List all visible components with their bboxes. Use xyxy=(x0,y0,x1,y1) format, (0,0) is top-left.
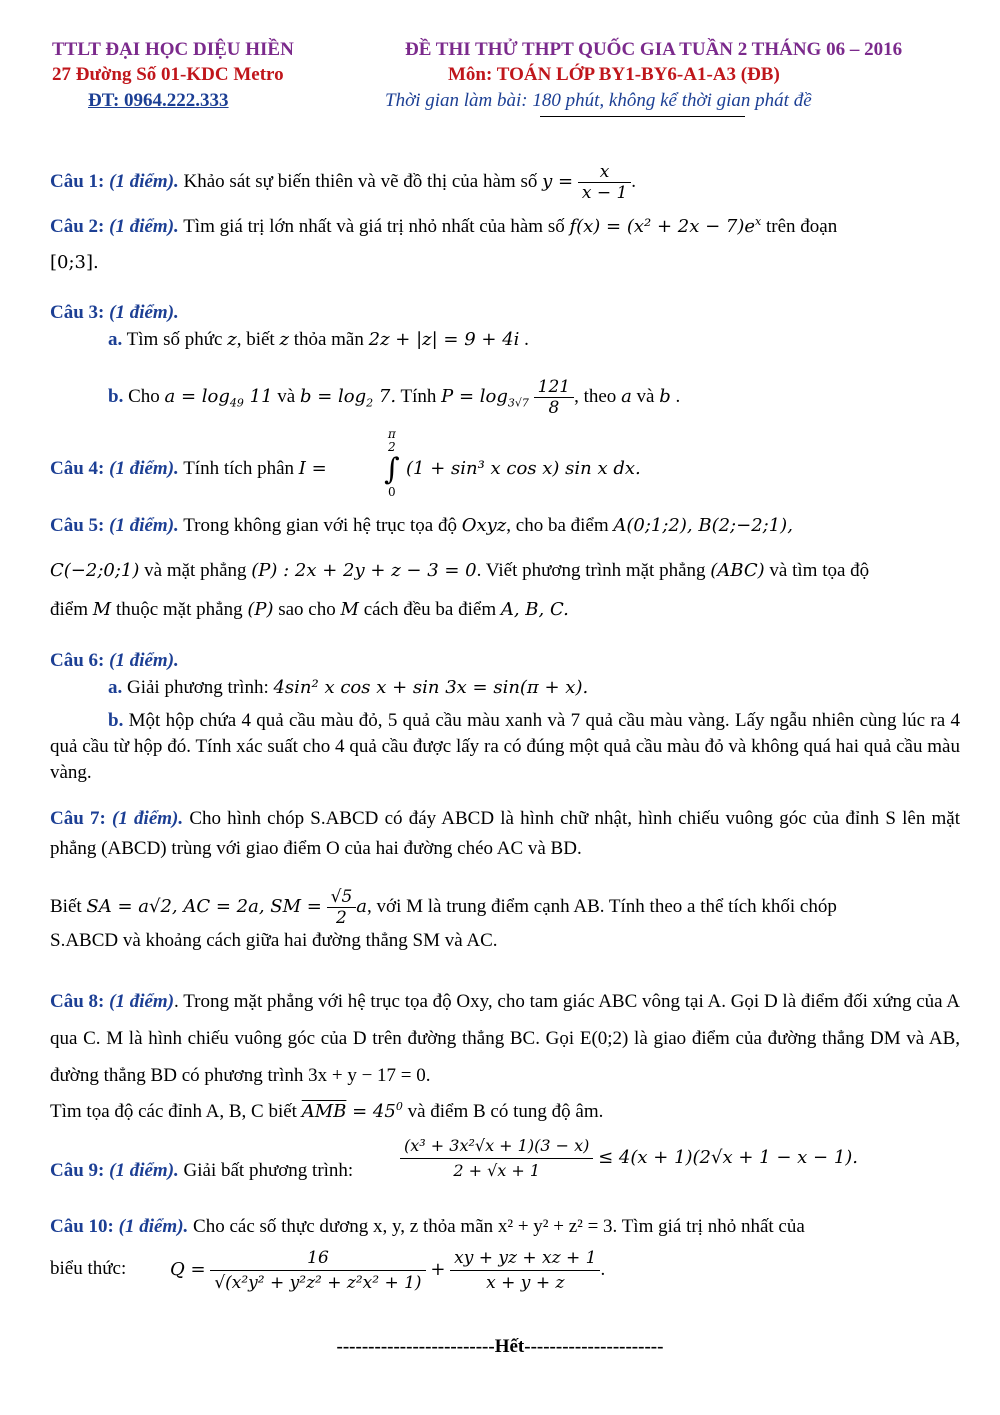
q2-label: Câu 2: xyxy=(50,216,105,237)
q8-text2: Tìm tọa độ các đỉnh A, B, C biết xyxy=(50,1101,297,1122)
q7-text3: , với M là trung điểm cạnh AB. Tính theo a thể tích khối chóp xyxy=(367,895,837,917)
q6b-text: Một hộp chứa 4 quả cầu màu đỏ, 5 quả cầu màu xanh và 7 quả cầu màu vàng. Lấy ngẫu nhiên cùng lúc ra 4 quả cầu từ hộp đó. Tính xác suất cho 4 quả cầu được lấy ra có đúng một quả cầu màu đỏ và không quá hai quả cầu màu vàng. xyxy=(50,710,960,783)
q10-expression: Q = $\frac{16}{\text{√(x²y² + y²z² + z²x² + 1)}}$ + $\frac{xy + yz + xz + 1}{x + y + z}$ . xyxy=(170,1248,606,1293)
q7-text2: Biết xyxy=(50,895,82,917)
q5-text2: , cho ba điểm xyxy=(506,515,609,536)
q5-text1: Trong không gian với hệ trục tọa độ xyxy=(183,515,457,536)
q8-text3: và điểm B có tung độ âm. xyxy=(407,1101,604,1122)
q10-points: (1 điểm). xyxy=(118,1216,189,1237)
q2-interval: [0;3]. xyxy=(50,252,99,273)
school-name: TTLT ĐẠI HỌC DIỆU HIỀN xyxy=(52,39,294,60)
q5-label: Câu 5: xyxy=(50,515,105,536)
q6b-label: b. xyxy=(108,710,124,731)
question-9 xyxy=(50,1132,960,1202)
q8-text: Trong mặt phẳng với hệ trục tọa độ Oxy, cho tam giác ABC vông tại A. Gọi D là điểm đối xứng của A qua C. M là hình chiếu vuông góc của D trên đường thẳng BC. Gọi E(0;2) là giao điểm của đường thẳng DM và AB, đường thẳng BD có phương trình 3x + y − 17 = 0. xyxy=(50,991,960,1086)
q5-text6: điểm xyxy=(50,599,88,620)
q6-label: Câu 6: xyxy=(50,650,105,671)
q3-part-a: a. Tìm số phức z, biết z thỏa mãn 2z + |z| = 9 + 4i . xyxy=(108,329,529,350)
q5-text5: và tìm tọa độ xyxy=(769,560,870,581)
q3-part-b: b. Cho $a = \log_{49} 11$ và $b = \log_2 7$. Tính $P = \log_{3√7}$ $\frac{121}{8}$ , theo a và b . xyxy=(108,377,681,418)
q1-text: Khảo sát sự biến thiên và vẽ đồ thị của hàm số xyxy=(183,170,538,192)
q3b-and2: và xyxy=(636,385,655,407)
q8-label: Câu 8: xyxy=(50,991,105,1012)
q6a-label: a. xyxy=(108,677,123,698)
q3a-mid: , biết xyxy=(236,329,275,350)
q6-points: (1 điểm). xyxy=(109,650,179,671)
exam-subject: Môn: TOÁN LỚP BY1-BY6-A1-A3 (ĐB) xyxy=(448,64,780,85)
q7-text4: S.ABCD và khoảng cách giữa hai đường thẳng SM và AC. xyxy=(50,930,498,951)
q9-inequality: $\frac{\text{(x³ + 3x²√x + 1)(3 − x)}}{2 + √x + 1}$ ≤ 4(x + 1)(2√x + 1 − x − 1). xyxy=(400,1134,858,1183)
q5-text4: . Viết phương trình mặt phẳng xyxy=(476,560,706,581)
question-8-line4: Tìm tọa độ các đỉnh A, B, C biết $\overline{AMB} = 45^0$ và điểm B có tung độ âm. xyxy=(50,1100,604,1122)
q3-label: Câu 3: xyxy=(50,302,105,323)
q3a-mid2: thỏa mãn xyxy=(293,329,364,350)
question-7 xyxy=(50,804,960,864)
question-1: Câu 1: (1 điểm). Khảo sát sự biến thiên và vẽ đồ thị của hàm số y = $\frac{x}{x - 1}$ . xyxy=(50,162,637,203)
q7-points: (1 điểm). xyxy=(112,808,184,829)
q5-text9: cách đều ba điểm xyxy=(363,599,497,620)
q9-text: Giải bất phương trình: xyxy=(183,1160,354,1181)
q8-points: (1 điểm) xyxy=(109,991,175,1012)
integral-sign: π 2 ∫ 0 xyxy=(384,427,400,499)
q3a-text: Tìm số phức xyxy=(126,329,223,350)
q6a-text: Giải phương trình: xyxy=(127,677,269,698)
question-8: Câu 8: (1 điểm). Trong mặt phẳng với hệ trục tọa độ Oxy, cho tam giác ABC vông tại A. Gọi D là điểm đối xứng của A qua C. M là hình chiếu vuông góc của D trên đường thẳng BC. Gọi E(0;2) là giao điểm của đường thẳng DM và AB, đường thẳng BD có phương trình 3x + y − 17 = 0. xyxy=(50,991,960,1086)
q3b-calc: Tính xyxy=(400,385,437,407)
q3-points: (1 điểm). xyxy=(109,302,179,323)
q5-text3: và mặt phẳng xyxy=(144,560,247,581)
q5-points: (1 điểm). xyxy=(109,515,179,536)
q10-label: Câu 10: xyxy=(50,1216,114,1237)
q4-text: Tính tích phân xyxy=(183,458,295,479)
q3b-tail: , theo xyxy=(574,385,617,407)
school-phone: ĐT: 0964.222.333 xyxy=(88,90,229,111)
q3b-text: Cho xyxy=(128,385,160,407)
q1-points: (1 điểm). xyxy=(109,170,179,192)
q6-part-a: a. Giải phương trình: 4sin² x cos x + sin 3x = sin(π + x). xyxy=(108,677,589,698)
question-3 xyxy=(50,300,960,326)
school-address: 27 Đường Số 01-KDC Metro xyxy=(52,64,284,85)
header-rule xyxy=(540,116,745,117)
q3b-and: và xyxy=(277,385,296,407)
question-6 xyxy=(50,648,960,674)
q7-label: Câu 7: xyxy=(50,808,106,829)
question-2: Câu 2: (1 điểm). Tìm giá trị lớn nhất và giá trị nhỏ nhất của hàm số $f(x) = (x^2 + 2x - 7)e^x$ trên đoạn xyxy=(50,215,838,237)
exam-time: Thời gian làm bài: 180 phút, không kể thời gian phát đề xyxy=(385,90,812,111)
q4-label: Câu 4: xyxy=(50,458,105,479)
question-7-line4 xyxy=(50,928,960,954)
q3b-label: b. xyxy=(108,385,124,407)
question-10 xyxy=(50,1214,960,1240)
q6-part-b xyxy=(50,708,960,786)
q2-points: (1 điểm). xyxy=(109,216,179,237)
q3a-label: a. xyxy=(108,329,123,350)
q4-points: (1 điểm). xyxy=(109,458,179,479)
q10-text2: biểu thức: xyxy=(50,1258,127,1279)
question-5: Câu 5: (1 điểm). Trong không gian với hệ trục tọa độ Oxyz, cho ba điểm A(0;1;2), B(2;−2;1), xyxy=(50,515,793,536)
q2-tail: trên đoạn xyxy=(766,216,838,237)
question-5-line3: điểm M thuộc mặt phẳng (P) sao cho M cách đều ba điểm A, B, C. xyxy=(50,599,569,620)
question-10-line2 xyxy=(50,1246,960,1306)
q2-text: Tìm giá trị lớn nhất và giá trị nhỏ nhất của hàm số xyxy=(183,216,565,237)
question-5-line2: C(−2;0;1) và mặt phẳng (P) : 2x + 2y + z − 3 = 0. Viết phương trình mặt phẳng (ABC) và tìm tọa độ xyxy=(50,560,870,581)
q7-text1: Cho hình chóp S.ABCD có đáy ABCD là hình chữ nhật, hình chiếu vuông góc của đỉnh S lên mặt phẳng (ABCD) trùng với giao điểm O của hai đường chéo AC và BD. xyxy=(50,808,961,859)
q5-text8: sao cho xyxy=(278,599,336,620)
q1-label: Câu 1: xyxy=(50,170,105,192)
end-marker: -------------------------Hết---------------------- xyxy=(336,1336,664,1357)
q10-text1: Cho các số thực dương x, y, z thỏa mãn x² + y² + z² = 3. Tìm giá trị nhỏ nhất của xyxy=(193,1216,805,1237)
q9-label: Câu 9: xyxy=(50,1160,105,1181)
q5-text7: thuộc mặt phẳng xyxy=(115,599,243,620)
q9-points: (1 điểm). xyxy=(109,1160,179,1181)
question-7-line3: Biết SA = a√2, AC = 2a, SM = $\frac{√5}{2}$ a, với M là trung điểm cạnh AB. Tính theo a thể tích khối chóp xyxy=(50,887,837,928)
exam-title: ĐỀ THI THỬ THPT QUỐC GIA TUẦN 2 THÁNG 06 – 2016 xyxy=(405,39,903,60)
question-4: Câu 4: (1 điểm). Tính tích phân I = π 2 ∫ 0 (1 + sin³ x cos x) sin x dx. xyxy=(50,427,641,499)
